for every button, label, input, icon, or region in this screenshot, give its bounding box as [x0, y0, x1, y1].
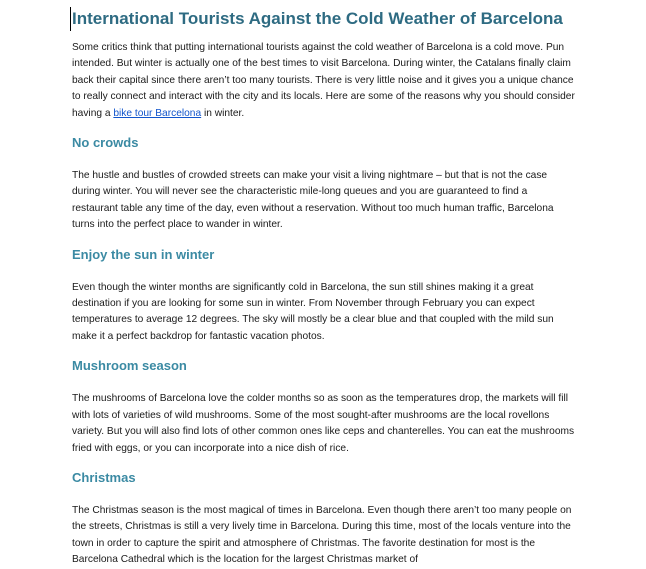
- heading-christmas[interactable]: Christmas: [72, 469, 136, 485]
- paragraph-enjoy-sun[interactable]: Even though the winter months are significantly cold in Barcelona, the sun still shines making it a great destination if you are looking for some sun in winter. From November through February you can expect temperatures to average 12 degrees. The sky will mostly be a clear blue and that coupled with the mild sun make it a perfect backdrop for fantastic vacation photos.: [72, 281, 554, 342]
- paragraph-mushroom-season[interactable]: The mushrooms of Barcelona love the colder months so as soon as the temperatures drop, the markets will fill with lots of varieties of wild mushrooms. Some of the most sought-after mushrooms are the local rovellons variety. But you will also find lots of other common ones like ceps and chanterelles. You can eat the mushrooms fried with eggs, or you can incorporate into a nice dish of rice.: [72, 393, 575, 454]
- paragraph-christmas[interactable]: The Christmas season is the most magical of times in Barcelona. Even though there aren’t too many people on the streets, Christmas is still a very lively time in Barcelona. During this time, most of the locals venture into the town in order to capture the spirit and atmosphere of Christmas. The favorite destination for most is the Barcelona Cathedral which is the location for the largest Christmas market of: [72, 504, 572, 566]
- intro-text-before-link: Some critics think that putting international tourists against the cold weather of Barcelona is a cold move. Pun intended. But winter is actually one of the best times to visit Barcelona. During winter, the Catalans finally claim back their capital since there aren’t too many tourists. There is very little noise and it gives you a unique chance to really connect and interact with the city and its locals. Here are some of the reasons why you should consider having a: [72, 42, 575, 119]
- document-body: [72, 0, 576, 569]
- bike-tour-link[interactable]: bike tour Barcelona: [113, 107, 202, 119]
- intro-text-after-link: in winter.: [201, 107, 245, 119]
- document-title[interactable]: International Tourists Against the Cold Weather of Barcelona: [72, 9, 563, 28]
- text-cursor: [70, 7, 71, 31]
- title-row: [72, 7, 576, 31]
- heading-no-crowds[interactable]: No crowds: [72, 135, 139, 151]
- paragraph-no-crowds[interactable]: The hustle and bustles of crowded streets can make your visit a living nightmare – but that is not the case during winter. You will never see the characteristic mile-long queues and you are guaranteed to find a restaurant table any time of the day, even without a reservation. Without too much human traffic, Barcelona turns into the perfect place to wander in winter.: [72, 170, 554, 231]
- heading-mushroom-season[interactable]: Mushroom season: [72, 358, 187, 374]
- heading-enjoy-sun[interactable]: Enjoy the sun in winter: [72, 246, 215, 262]
- intro-paragraph[interactable]: [72, 40, 576, 122]
